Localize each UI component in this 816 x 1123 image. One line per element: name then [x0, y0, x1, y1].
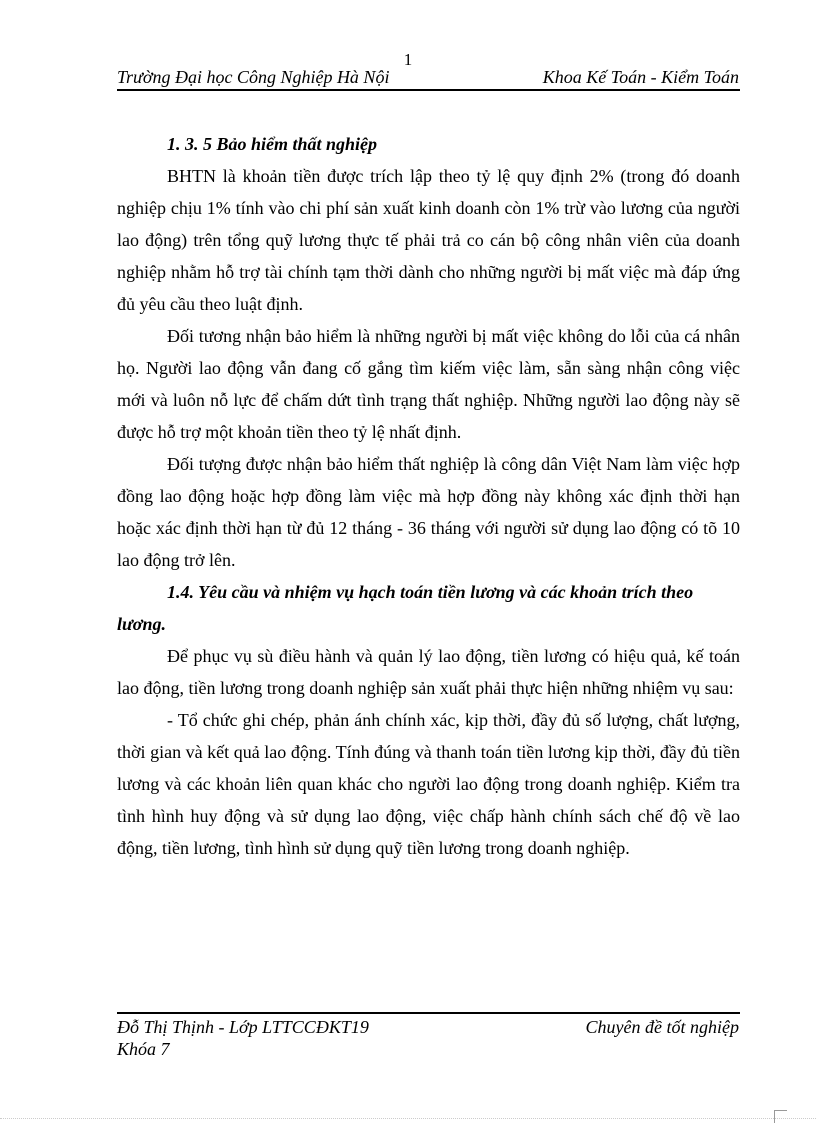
paragraph-tasks-intro: Để phục vụ sù điều hành và quản lý lao động, tiền lương có hiệu quả, kế toán lao động, tiền lương trong doanh nghiệp sản xuất phải thực hiện những nhiệm vụ sau:	[117, 646, 740, 698]
paragraph-task-1: - Tổ chức ghi chép, phản ánh chính xác, kịp thời, đầy đủ số lượng, chất lượng, thời gian và kết quả lao động. Tính đúng và thanh toán tiền lương kịp thời, đầy đủ tiền lương và các khoản liên quan khác cho người lao động trong doanh nghiệp. Kiểm tra tình hình huy động và sử dụng lao động, việc chấp hành chính sách chế độ về lao động, tiền lương, tình hình sử dụng quỹ tiền lương trong doanh nghiệp.	[117, 710, 740, 858]
section-heading-1-4: 1.4. Yêu cầu và nhiệm vụ hạch toán tiền lương và các khoản trích theo lương.	[117, 582, 694, 634]
page-corner-mark	[774, 1110, 787, 1123]
page-number: 1	[403, 50, 413, 69]
paragraph-beneficiaries: Đối tương nhận bảo hiểm là những người bị mất việc không do lỗi của cá nhân họ. Người lao động vẫn đang cố gắng tìm kiếm việc làm, sẵn sàng nhận công việc mới và luôn nỗ lực để chấm dứt tình trạng thất nghiệp. Những người lao động này sẽ được hỗ trợ một khoản tiền theo tỷ lệ nhất định.	[117, 326, 740, 442]
page-edge-divider	[0, 1118, 816, 1119]
footer-author	[117, 1016, 369, 1060]
header-faculty: Khoa Kế Toán - Kiểm Toán	[542, 67, 739, 87]
paragraph-bhtn-definition: BHTN là khoản tiền được trích lập theo tỷ lệ quy định 2% (trong đó doanh nghiệp chịu 1% tính vào chi phí sản xuất kinh doanh còn 1% trừ vào lương của người lao động) trên tổng quỹ lương thực tế phải trả co cán bộ công nhân viên của doanh nghiệp nhằm hỗ trợ tài chính tạm thời dành cho những người bị mất việc mà đáp ứng đủ yêu cầu theo luật định.	[117, 166, 740, 314]
footer-author-line2: Khóa 7	[117, 1039, 170, 1059]
section-heading-1-3-5: 1. 3. 5 Bảo hiểm thất nghiệp	[167, 134, 378, 154]
footer-doc-type: Chuyên đề tốt nghiệp	[585, 1017, 739, 1037]
header-rule	[117, 89, 740, 91]
paragraph-eligibility: Đối tượng được nhận bảo hiểm thất nghiệp là công dân Việt Nam làm việc hợp đồng lao động hoặc hợp đồng làm việc mà hợp đồng này không xác định thời hạn hoặc xác định thời hạn từ đủ 12 tháng - 36 tháng với người sử dụng lao động có tõ 10 lao động trở lên.	[117, 454, 740, 570]
document-body	[117, 128, 740, 864]
header-university: Trường Đại học Công Nghiệp Hà Nội	[117, 67, 390, 87]
footer-rule	[117, 1012, 740, 1014]
footer-author-line1: Đỗ Thị Thịnh - Lớp LTTCCĐKT19	[117, 1017, 369, 1037]
